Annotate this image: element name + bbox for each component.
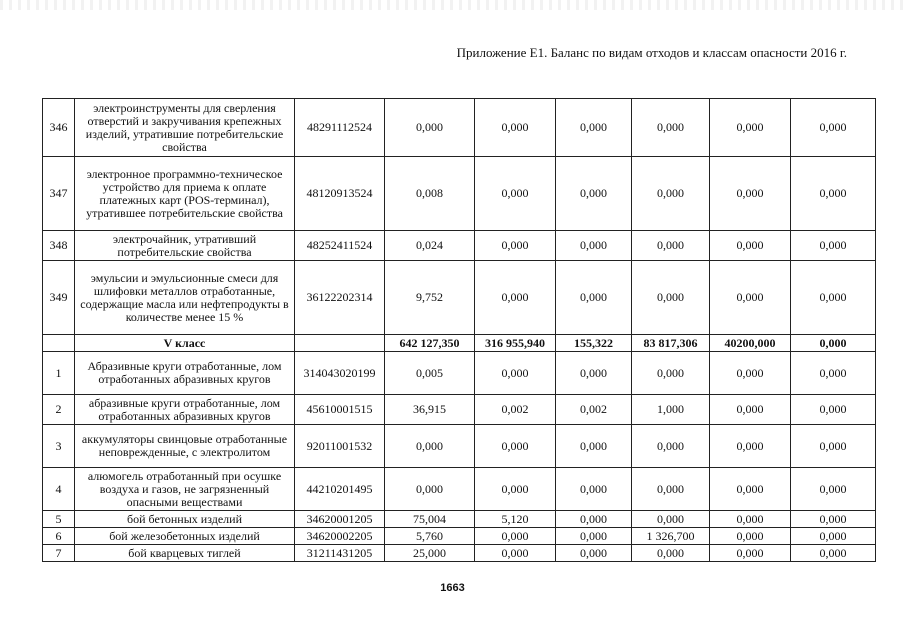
value-cell: 0,000 [475,468,556,511]
value-cell: 0,000 [710,157,791,231]
value-cell: 0,000 [791,231,876,261]
value-cell: 0,000 [632,468,710,511]
value-cell: 36,915 [385,395,475,425]
table-row [43,352,876,395]
fkko-code: 48252411524 [295,231,385,261]
total-value-cell: 642 127,350 [385,335,475,352]
waste-name: эмульсии и эмульсионные смеси для шлифовки металлов отработанные, содержащие масла или нефтепродукты в количестве менее 15 % [75,261,295,335]
value-cell: 0,000 [791,157,876,231]
row-number: 346 [43,99,75,157]
waste-name: электрочайник, утративший потребительские свойства [75,231,295,261]
waste-name: бой бетонных изделий [75,511,295,528]
table-row [43,528,876,545]
row-number: 7 [43,545,75,562]
value-cell: 25,000 [385,545,475,562]
value-cell: 0,000 [556,352,632,395]
value-cell: 0,000 [710,261,791,335]
waste-name: электроинструменты для сверления отверстий и закручивания крепежных изделий, утратившие потребительские свойства [75,99,295,157]
value-cell: 0,000 [632,352,710,395]
value-cell: 0,000 [710,99,791,157]
total-value-cell: 0,000 [791,335,876,352]
fkko-code: 314043020199 [295,352,385,395]
fkko-code: 36122202314 [295,261,385,335]
value-cell: 0,000 [556,545,632,562]
value-cell: 0,000 [475,528,556,545]
value-cell: 0,000 [556,528,632,545]
row-number: 347 [43,157,75,231]
table-row [43,511,876,528]
value-cell: 0,000 [632,261,710,335]
value-cell: 5,760 [385,528,475,545]
value-cell: 0,000 [475,545,556,562]
appendix-title: Приложение Е1. Баланс по видам отходов и классам опасности 2016 г. [456,45,847,60]
fkko-code: 48291112524 [295,99,385,157]
value-cell: 0,000 [710,511,791,528]
waste-name: абразивные круги отработанные, лом отработанных абразивных кругов [75,395,295,425]
table-row [43,99,876,157]
value-cell: 0,000 [632,425,710,468]
waste-name: бой железобетонных изделий [75,528,295,545]
class-total-row [43,335,876,352]
fkko-code: 48120913524 [295,157,385,231]
value-cell: 0,000 [710,545,791,562]
row-number: 3 [43,425,75,468]
value-cell: 0,000 [556,468,632,511]
table-row [43,261,876,335]
table-row [43,468,876,511]
value-cell: 0,005 [385,352,475,395]
value-cell: 0,000 [710,231,791,261]
waste-name: Абразивные круги отработанные, лом отработанных абразивных кругов [75,352,295,395]
table-row [43,231,876,261]
value-cell: 0,000 [632,99,710,157]
value-cell: 0,000 [475,261,556,335]
value-cell: 0,000 [475,352,556,395]
page-number: 1663 [440,582,465,594]
row-number: 4 [43,468,75,511]
value-cell: 75,004 [385,511,475,528]
fkko-code: 31211431205 [295,545,385,562]
value-cell: 0,000 [556,425,632,468]
value-cell: 1 326,700 [632,528,710,545]
value-cell: 0,000 [385,99,475,157]
value-cell: 0,000 [385,468,475,511]
value-cell: 0,002 [475,395,556,425]
value-cell: 0,000 [791,528,876,545]
value-cell: 0,000 [791,468,876,511]
value-cell: 0,000 [791,261,876,335]
table-row [43,545,876,562]
waste-name: электронное программно-техническое устройство для приема к оплате платежных карт (POS-терминал), утратившее потребительские свойства [75,157,295,231]
value-cell: 0,002 [556,395,632,425]
row-number: 5 [43,511,75,528]
row-number: 1 [43,352,75,395]
value-cell: 0,000 [632,511,710,528]
row-number: 349 [43,261,75,335]
value-cell: 0,000 [632,231,710,261]
value-cell: 0,000 [791,511,876,528]
value-cell: 0,000 [710,425,791,468]
total-value-cell: 83 817,306 [632,335,710,352]
total-value-cell: 40200,000 [710,335,791,352]
value-cell: 0,000 [791,352,876,395]
fkko-code: 34620001205 [295,511,385,528]
value-cell: 0,000 [475,231,556,261]
value-cell: 0,000 [556,157,632,231]
waste-balance-table-wrapper [42,98,876,562]
value-cell: 0,000 [791,395,876,425]
value-cell: 0,000 [710,528,791,545]
table-row [43,425,876,468]
value-cell: 0,000 [556,99,632,157]
value-cell: 0,024 [385,231,475,261]
value-cell: 1,000 [632,395,710,425]
value-cell: 0,000 [791,425,876,468]
value-cell: 5,120 [475,511,556,528]
value-cell: 0,000 [475,425,556,468]
waste-name: аккумуляторы свинцовые отработанные неповрежденные, с электролитом [75,425,295,468]
row-number: 2 [43,395,75,425]
value-cell: 0,000 [556,511,632,528]
value-cell: 0,000 [556,231,632,261]
waste-name: алюмогель отработанный при осушке воздуха и газов, не загрязненный опасными веществами [75,468,295,511]
table-row [43,157,876,231]
value-cell: 9,752 [385,261,475,335]
fkko-code: 44210201495 [295,468,385,511]
value-cell: 0,000 [791,99,876,157]
waste-name: бой кварцевых тиглей [75,545,295,562]
scan-artifact-line [0,0,905,10]
fkko-code: 34620002205 [295,528,385,545]
fkko-code: 45610001515 [295,395,385,425]
value-cell: 0,000 [475,157,556,231]
row-number: 6 [43,528,75,545]
value-cell: 0,000 [632,545,710,562]
row-number [43,335,75,352]
fkko-code [295,335,385,352]
value-cell: 0,000 [710,352,791,395]
table-row [43,395,876,425]
row-number: 348 [43,231,75,261]
total-value-cell: 155,322 [556,335,632,352]
value-cell: 0,000 [556,261,632,335]
value-cell: 0,008 [385,157,475,231]
class-total-label: V класс [75,335,295,352]
fkko-code: 92011001532 [295,425,385,468]
value-cell: 0,000 [632,157,710,231]
value-cell: 0,000 [791,545,876,562]
value-cell: 0,000 [385,425,475,468]
value-cell: 0,000 [710,395,791,425]
value-cell: 0,000 [710,468,791,511]
value-cell: 0,000 [475,99,556,157]
total-value-cell: 316 955,940 [475,335,556,352]
waste-balance-table [42,98,876,562]
